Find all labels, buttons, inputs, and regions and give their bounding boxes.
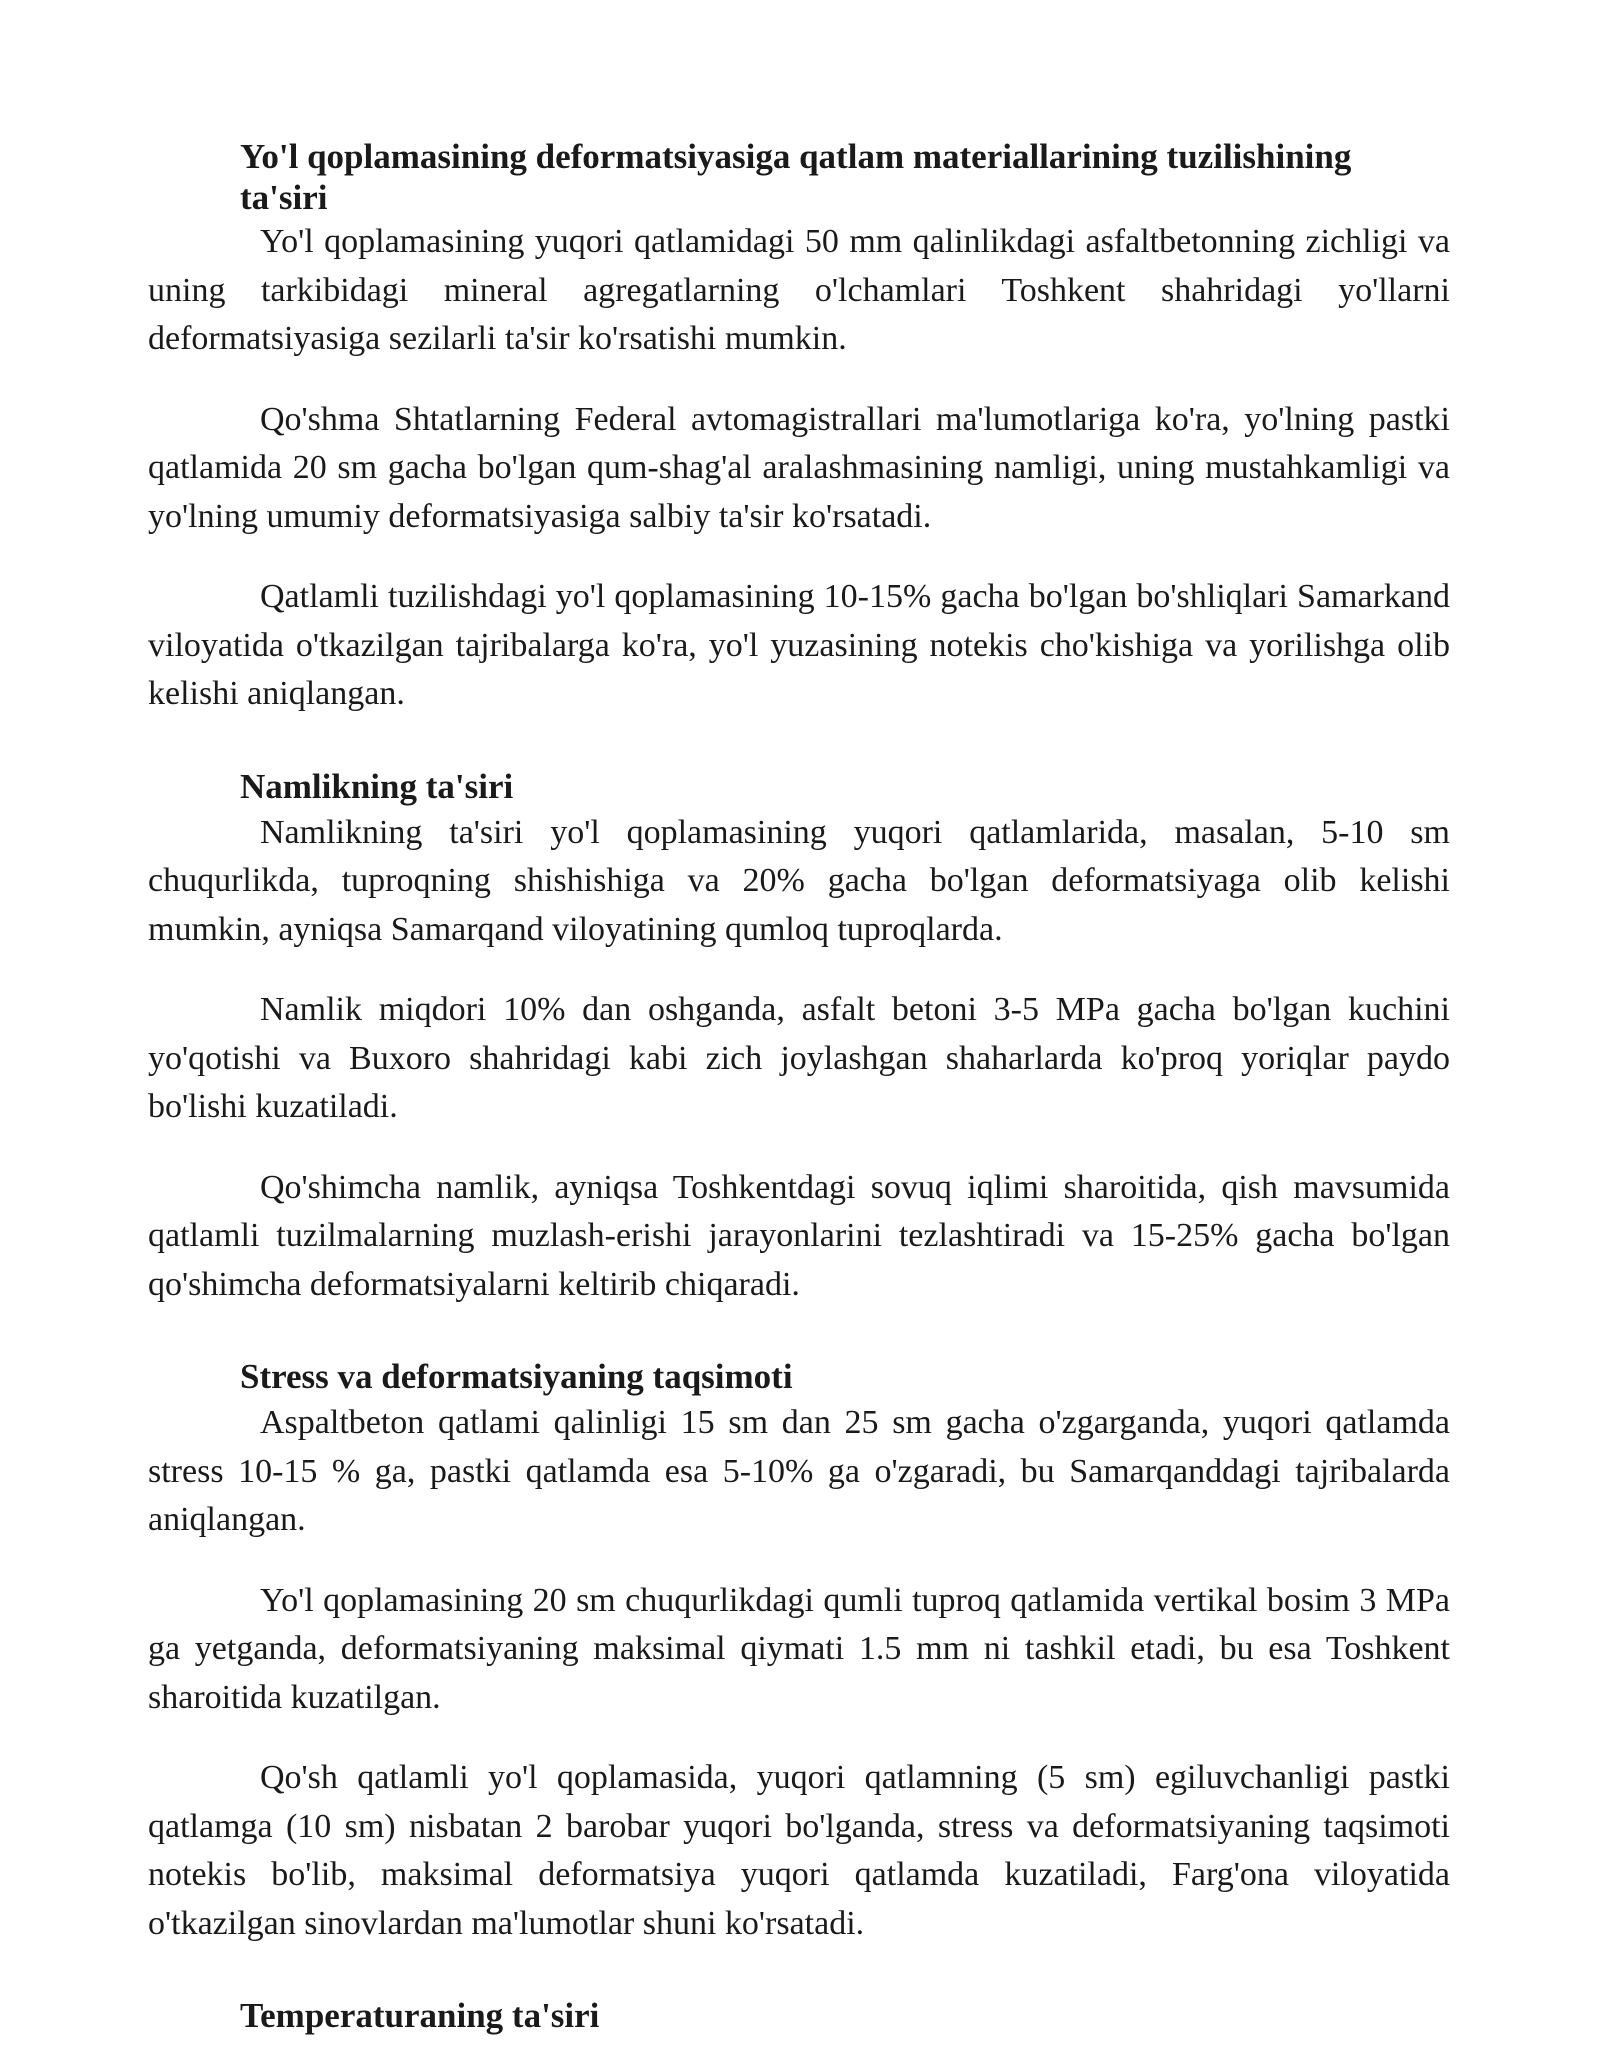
- paragraph: Qo'sh qatlamli yo'l qoplamasida, yuqori qatlamning (5 sm) egiluvchanligi pastki qatlamga (10 sm) nisbatan 2 barobar yuqori bo'lganda, stress va deformatsiyaning taqsimoti notekis bo'lib, maksimal deformatsiya yuqori qatlamda kuzatiladi, Farg'ona viloyatida o'tkazilgan sinovlardan ma'lumotlar shuni ko'rsatadi.: [148, 1759, 1450, 1942]
- section-stress-distribution: [148, 1355, 1450, 1948]
- section-heading: Temperaturaning ta'siri: [240, 1996, 600, 2035]
- paragraph: Yo'l qoplamasining yuqori qatlamidagi 50 mm qalinlikdagi asfaltbetonning zichligi va uning tarkibidagi mineral agregatlarning o'lchamlari Toshkent shahridagi yo'llarni deformatsiyasiga sezilarli ta'sir ko'rsatishi mumkin.: [148, 223, 1450, 357]
- paragraph: Yo'l qoplamasining 20 sm chuqurlikdagi qumli tuproq qatlamida vertikal bosim 3 MPa ga yetganda, deformatsiyaning maksimal qiymati 1.5 mm ni tashkil etadi, bu esa Toshkent sharoitida kuzatilgan.: [148, 1581, 1450, 1716]
- section-temperature: [148, 1994, 1450, 2038]
- section-layer-structure: [148, 136, 1450, 719]
- paragraph: Qo'shimcha namlik, ayniqsa Toshkentdagi sovuq iqlimi sharoitida, qish mavsumida qatlamli tuzilmalarning muzlash-erishi jarayonlarini tezlashtiradi va 15-25% gacha bo'lgan qo'shimcha deformatsiyalarni keltirib chiqaradi.: [148, 1168, 1450, 1303]
- paragraph: Aspaltbeton qatlami qalinligi 15 sm dan 25 sm gacha o'zgarganda, yuqori qatlamda stress 10-15 % ga, pastki qatlamda esa 5-10% ga o'zgaradi, bu Samarqanddagi tajribalarda aniqlangan.: [148, 1404, 1450, 1538]
- section-heading: Namlikning ta'siri: [240, 766, 514, 806]
- section-heading: Stress va deformatsiyaning taqsimoti: [240, 1357, 793, 1396]
- section-moisture: [148, 765, 1450, 1310]
- section-heading: Yo'l qoplamasining deformatsiyasiga qatlam materiallarining tuzilishining ta'siri: [240, 137, 1352, 217]
- paragraph: Namlik miqdori 10% dan oshganda, asfalt betoni 3-5 MPa gacha bo'lgan kuchini yo'qotishi va Buxoro shahridagi kabi zich joylashgan shaharlarda ko'proq yoriqlar paydo bo'lishi kuzatiladi.: [148, 991, 1450, 1125]
- paragraph: Qo'shma Shtatlarning Federal avtomagistrallari ma'lumotlariga ko'ra, yo'lning pastki qatlamida 20 sm gacha bo'lgan qum-shag'al aralashmasining namligi, uning mustahkamligi va yo'lning umumiy deformatsiyasiga salbiy ta'sir ko'rsatadi.: [148, 400, 1450, 535]
- paragraph: Qatlamli tuzilishdagi yo'l qoplamasining 10-15% gacha bo'lgan bo'shliqlari Samarkand viloyatida o'tkazilgan tajribalarga ko'ra, yo'l yuzasining notekis cho'kishiga va yorilishga olib kelishi aniqlangan.: [148, 578, 1450, 712]
- paragraph: Namlikning ta'siri yo'l qoplamasining yuqori qatlamlarida, masalan, 5-10 sm chuqurlikda, tuproqning shishishiga va 20% gacha bo'lgan deformatsiyaga olib kelishi mumkin, ayniqsa Samarqand viloyatining qumloq tuproqlarda.: [148, 813, 1450, 948]
- document-page: [148, 136, 1450, 2038]
